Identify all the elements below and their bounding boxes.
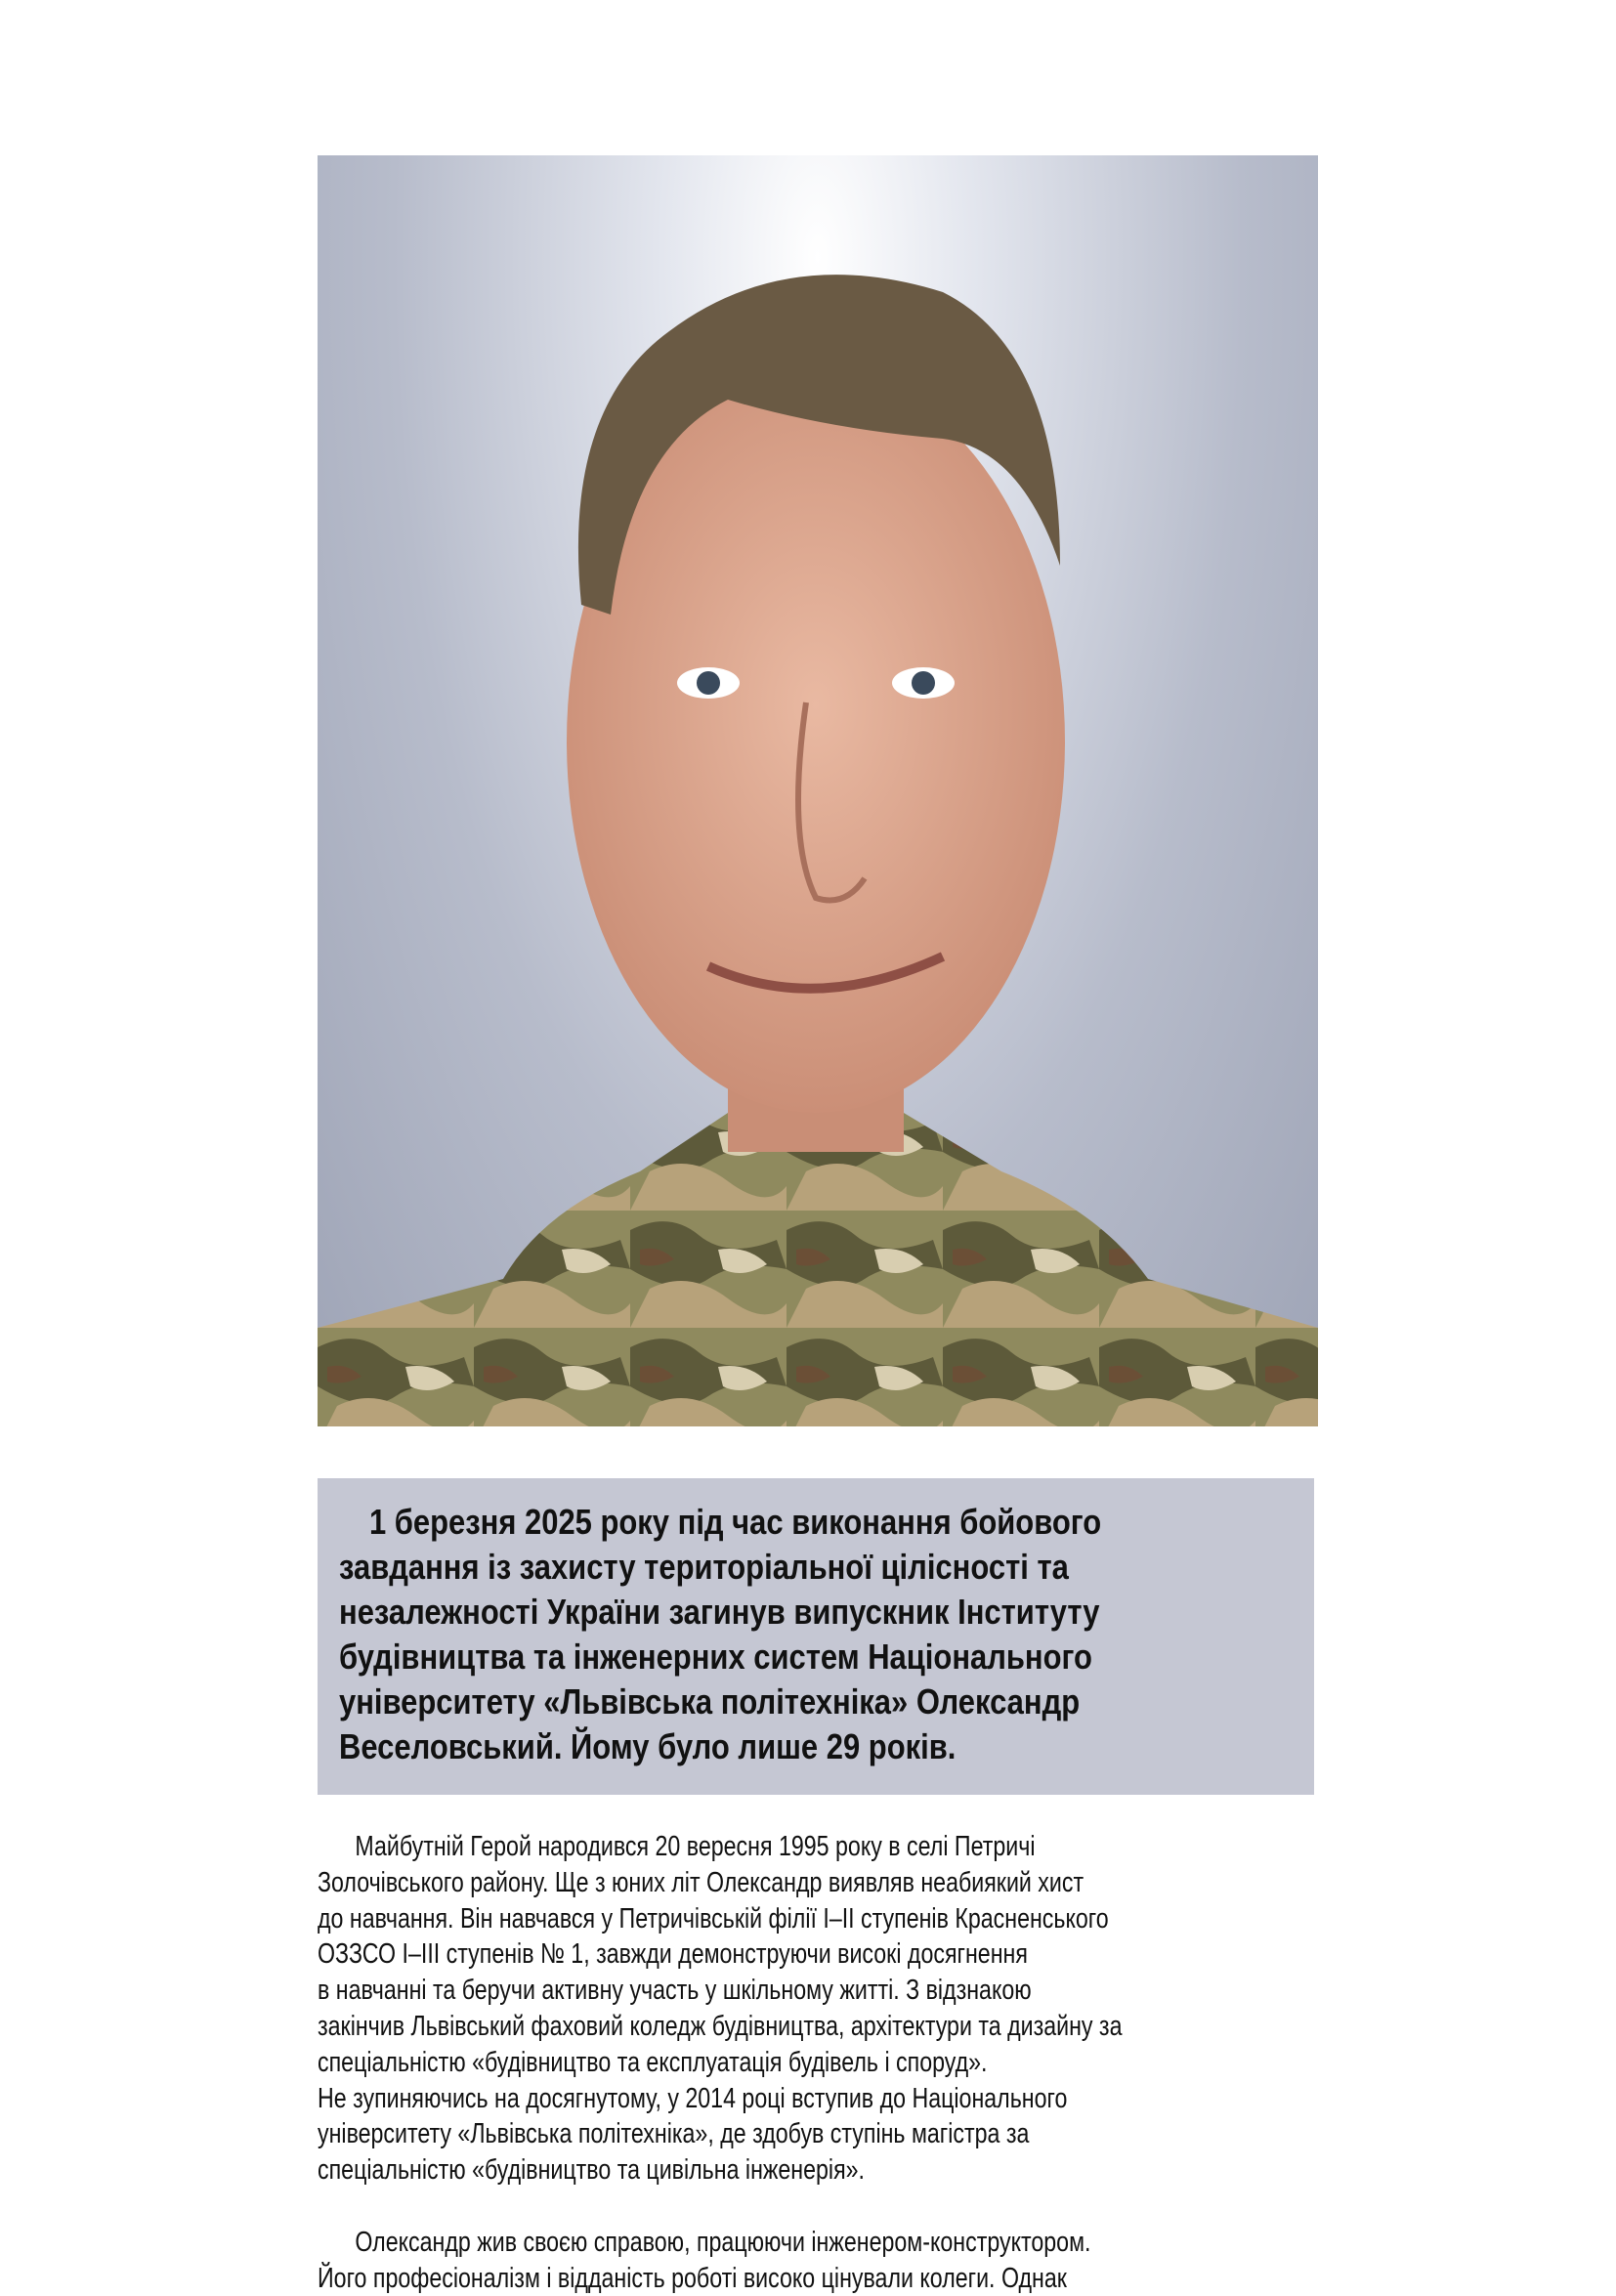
paragraph-gap (318, 2189, 1122, 2225)
biography-text (318, 1829, 1122, 2296)
text-line: ОЗЗСО І–ІІІ ступенів № 1, завжди демонструючи високі досягнення (318, 1938, 1028, 1971)
text-line: в навчанні та беручи активну участь у шкільному житті. З відзнакою (318, 1975, 1032, 2007)
text-line: закінчив Львівський фаховий коледж будівництва, архітектури та дизайну за (318, 2010, 1123, 2042)
text-line: Майбутній Герой народився 20 вересня 1995 року в селі Петричі (355, 1831, 1036, 1862)
callout-line: Веселовський. Йому було лише 29 років. (339, 1726, 957, 1766)
text-line: університету «Львівська політехніка», де здобув ступінь магістра за (318, 2118, 1030, 2150)
portrait-illustration (318, 155, 1318, 1426)
text-line: Золочівського району. Ще з юних літ Олександр виявляв неабиякий хист (318, 1866, 1084, 1898)
text-line: Олександр жив своєю справою, працюючи інженером-конструктором. (355, 2226, 1091, 2258)
paragraph-2 (318, 2225, 1122, 2296)
callout-line: завдання із захисту територіальної цілісності та (339, 1547, 1069, 1587)
callout-line: будівництва та інженерних систем Національного (339, 1637, 1092, 1677)
paragraph-1 (318, 1829, 1122, 2189)
callout-line: незалежності України загинув випускник Інституту (339, 1592, 1100, 1632)
text-line: спеціальністю «будівництво та цивільна інженерія». (318, 2154, 865, 2187)
text-line: до навчання. Він навчався у Петричівській філії І–ІІ ступенів Красненського (318, 1902, 1109, 1935)
callout-line: 1 березня 2025 року під час виконання бойового (368, 1502, 1102, 1542)
text-line: Не зупиняючись на досягнутому, у 2014 році вступив до Національного (318, 2082, 1068, 2114)
text-line: спеціальністю «будівництво та експлуатація будівель і споруд». (318, 2046, 988, 2078)
portrait-photo (318, 155, 1318, 1426)
text-line: Його професіоналізм і відданість роботі високо цінували колеги. Однак (318, 2262, 1067, 2294)
memorial-callout (318, 1478, 1314, 1795)
callout-line: університету «Львівська політехніка» Олександр (339, 1681, 1081, 1722)
